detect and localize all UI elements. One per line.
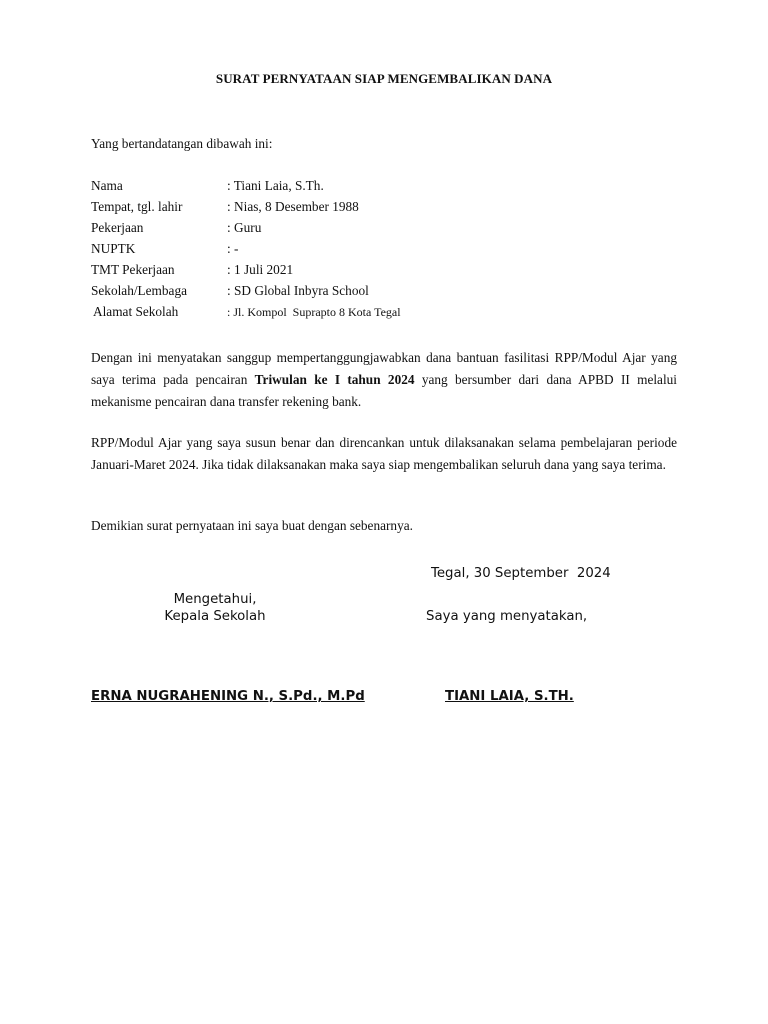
field-row-alamat-sekolah [91, 304, 591, 322]
field-label: Sekolah/Lembaga [91, 283, 187, 298]
field-row-tempat-tgl-lahir [91, 199, 591, 217]
field-row-nama [91, 178, 591, 196]
field-value: : 1 Juli 2021 [227, 262, 294, 277]
paragraph-responsibility [91, 347, 677, 413]
field-row-nuptk [91, 241, 591, 259]
declarant-name: TIANI LAIA, S.TH. [445, 689, 574, 704]
field-label: Pekerjaan [91, 220, 144, 235]
acknowledged-label: Mengetahui, [173, 592, 257, 607]
field-label: Tempat, tgl. lahir [91, 199, 183, 214]
acknowledger-name: ERNA NUGRAHENING N., S.Pd., M.Pd [91, 689, 365, 704]
field-value: : Guru [227, 220, 262, 235]
paragraph-bold-period: Triwulan ke I tahun 2024 [254, 372, 415, 387]
declarant-label: Saya yang menyatakan, [426, 609, 588, 624]
field-label: Alamat Sekolah [93, 304, 179, 319]
field-value: : Nias, 8 Desember 1988 [227, 199, 359, 214]
field-row-sekolah-lembaga [91, 283, 591, 301]
field-value: : Jl. Kompol Suprapto 8 Kota Tegal [227, 305, 401, 319]
closing-statement: Demikian surat pernyataan ini saya buat dengan sebenarnya. [91, 518, 413, 533]
field-label: Nama [91, 178, 123, 193]
field-row-pekerjaan [91, 220, 591, 238]
place-date: Tegal, 30 September 2024 [431, 566, 611, 581]
acknowledger-role: Kepala Sekolah [164, 609, 266, 624]
field-label: TMT Pekerjaan [91, 262, 175, 277]
intro-text: Yang bertandatangan dibawah ini: [91, 136, 273, 151]
field-value: : SD Global Inbyra School [227, 283, 369, 298]
field-row-tmt-pekerjaan [91, 262, 591, 280]
field-value: : - [227, 241, 239, 256]
document-title: SURAT PERNYATAAN SIAP MENGEMBALIKAN DANA [215, 71, 553, 86]
paragraph-text: yang bersumber dari dana APBD II melalui mekanisme pencairan dana transfer rekening bank. [91, 372, 677, 409]
field-label: NUPTK [91, 241, 136, 256]
paragraph-commitment: RPP/Modul Ajar yang saya susun benar dan direncankan untuk dilaksanakan selama pembelajaran periode Januari-Maret 2024. Jika tidak dilaksanakan maka saya siap mengembalikan seluruh dana yang saya terima. [91, 435, 677, 472]
field-value: : Tiani Laia, S.Th. [227, 178, 324, 193]
paragraph-text: Dengan ini menyatakan sanggup mempertanggungjawabkan dana bantuan fasilitasi RPP/Modul Ajar yang saya terima pada pencairan [91, 350, 677, 387]
